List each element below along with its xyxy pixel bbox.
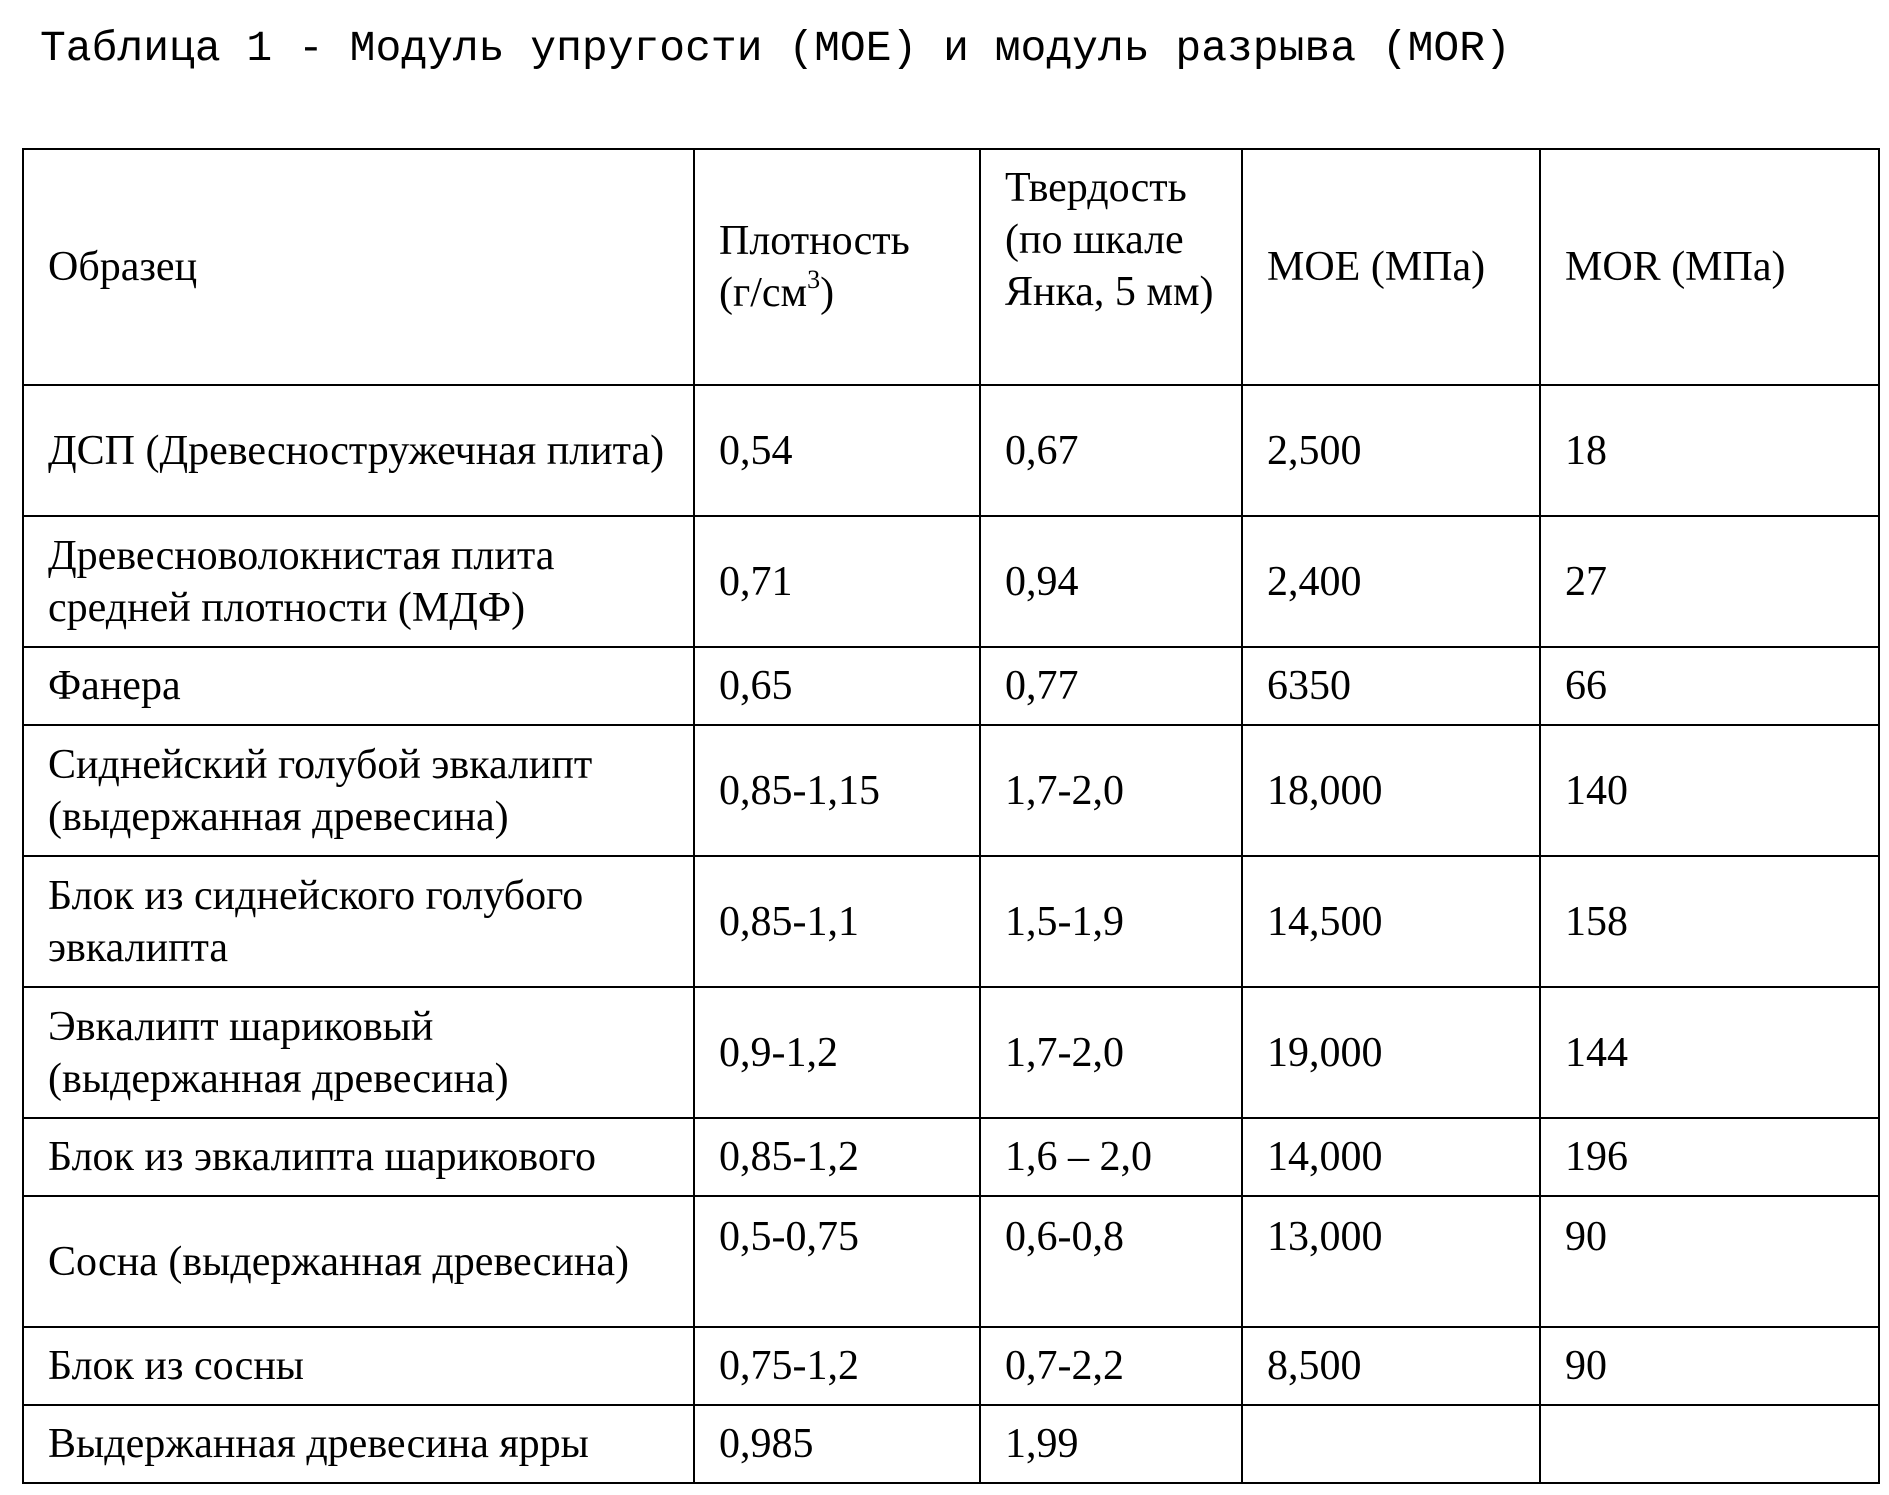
- cell-hardness: 1,5-1,9: [980, 856, 1242, 987]
- cell-hardness: 1,7-2,0: [980, 725, 1242, 856]
- header-density-close: ): [820, 270, 835, 316]
- cell-sample: Сосна (выдержанная древесина): [23, 1196, 694, 1327]
- cell-density: 0,75-1,2: [694, 1327, 980, 1405]
- cell-moe: 18,000: [1242, 725, 1540, 856]
- cell-moe: 19,000: [1242, 987, 1540, 1118]
- cell-sample: Эвкалипт шариковый (выдержанная древесина): [23, 987, 694, 1118]
- cell-hardness: 0,94: [980, 516, 1242, 647]
- cell-mor: 144: [1540, 987, 1879, 1118]
- cell-mor: 158: [1540, 856, 1879, 987]
- header-density-label: Плотность (г/см: [719, 218, 910, 316]
- cell-density: 0,65: [694, 647, 980, 725]
- table-row: [23, 1196, 1879, 1327]
- header-hardness: Твердость (по шкале Янка, 5 мм): [980, 149, 1242, 385]
- cell-moe: 14,500: [1242, 856, 1540, 987]
- table-row: [23, 987, 1879, 1118]
- cell-hardness: 0,77: [980, 647, 1242, 725]
- cell-hardness: 0,7-2,2: [980, 1327, 1242, 1405]
- cell-density: 0,985: [694, 1405, 980, 1483]
- cell-moe: [1242, 1405, 1540, 1483]
- cell-sample: ДСП (Древесностружечная плита): [23, 385, 694, 516]
- cell-mor: 90: [1540, 1327, 1879, 1405]
- cell-mor: [1540, 1405, 1879, 1483]
- cell-hardness: 0,67: [980, 385, 1242, 516]
- table-row: [23, 1405, 1879, 1483]
- cell-density: 0,71: [694, 516, 980, 647]
- cell-sample: Сиднейский голубой эвкалипт (выдержанная древесина): [23, 725, 694, 856]
- cell-sample: Фанера: [23, 647, 694, 725]
- cell-mor: 90: [1540, 1196, 1879, 1327]
- table-caption: Таблица 1 - Модуль упругости (MOE) и модуль разрыва (MOR): [40, 24, 1511, 73]
- cell-mor: 27: [1540, 516, 1879, 647]
- header-density: [694, 149, 980, 385]
- cell-hardness: 1,7-2,0: [980, 987, 1242, 1118]
- cell-density: 0,85-1,15: [694, 725, 980, 856]
- cell-density: 0,85-1,1: [694, 856, 980, 987]
- table-row: [23, 725, 1879, 856]
- cell-moe: 6350: [1242, 647, 1540, 725]
- cell-density: 0,54: [694, 385, 980, 516]
- cell-moe: 8,500: [1242, 1327, 1540, 1405]
- properties-table: [22, 148, 1880, 1484]
- header-moe: MOE (МПа): [1242, 149, 1540, 385]
- header-mor: MOR (МПа): [1540, 149, 1879, 385]
- cell-hardness: 0,6-0,8: [980, 1196, 1242, 1327]
- cell-moe: 2,500: [1242, 385, 1540, 516]
- cell-sample: Блок из сосны: [23, 1327, 694, 1405]
- cell-mor: 66: [1540, 647, 1879, 725]
- header-sample: Образец: [23, 149, 694, 385]
- cell-moe: 2,400: [1242, 516, 1540, 647]
- table-row: [23, 385, 1879, 516]
- cell-density: 0,5-0,75: [694, 1196, 980, 1327]
- cell-sample: Блок из эвкалипта шарикового: [23, 1118, 694, 1196]
- cell-mor: 140: [1540, 725, 1879, 856]
- cell-mor: 18: [1540, 385, 1879, 516]
- cell-moe: 14,000: [1242, 1118, 1540, 1196]
- cell-hardness: 1,99: [980, 1405, 1242, 1483]
- cell-density: 0,9-1,2: [694, 987, 980, 1118]
- table-row: [23, 1327, 1879, 1405]
- cell-density: 0,85-1,2: [694, 1118, 980, 1196]
- table-row: [23, 647, 1879, 725]
- cell-moe: 13,000: [1242, 1196, 1540, 1327]
- cell-mor: 196: [1540, 1118, 1879, 1196]
- table-row: [23, 516, 1879, 647]
- header-row: [23, 149, 1879, 385]
- cell-sample: Выдержанная древесина ярры: [23, 1405, 694, 1483]
- cell-sample: Древесноволокнистая плита средней плотности (МДФ): [23, 516, 694, 647]
- cell-hardness: 1,6 – 2,0: [980, 1118, 1242, 1196]
- header-density-sup: 3: [807, 265, 821, 294]
- table-row: [23, 856, 1879, 987]
- cell-sample: Блок из сиднейского голубого эвкалипта: [23, 856, 694, 987]
- table-row: [23, 1118, 1879, 1196]
